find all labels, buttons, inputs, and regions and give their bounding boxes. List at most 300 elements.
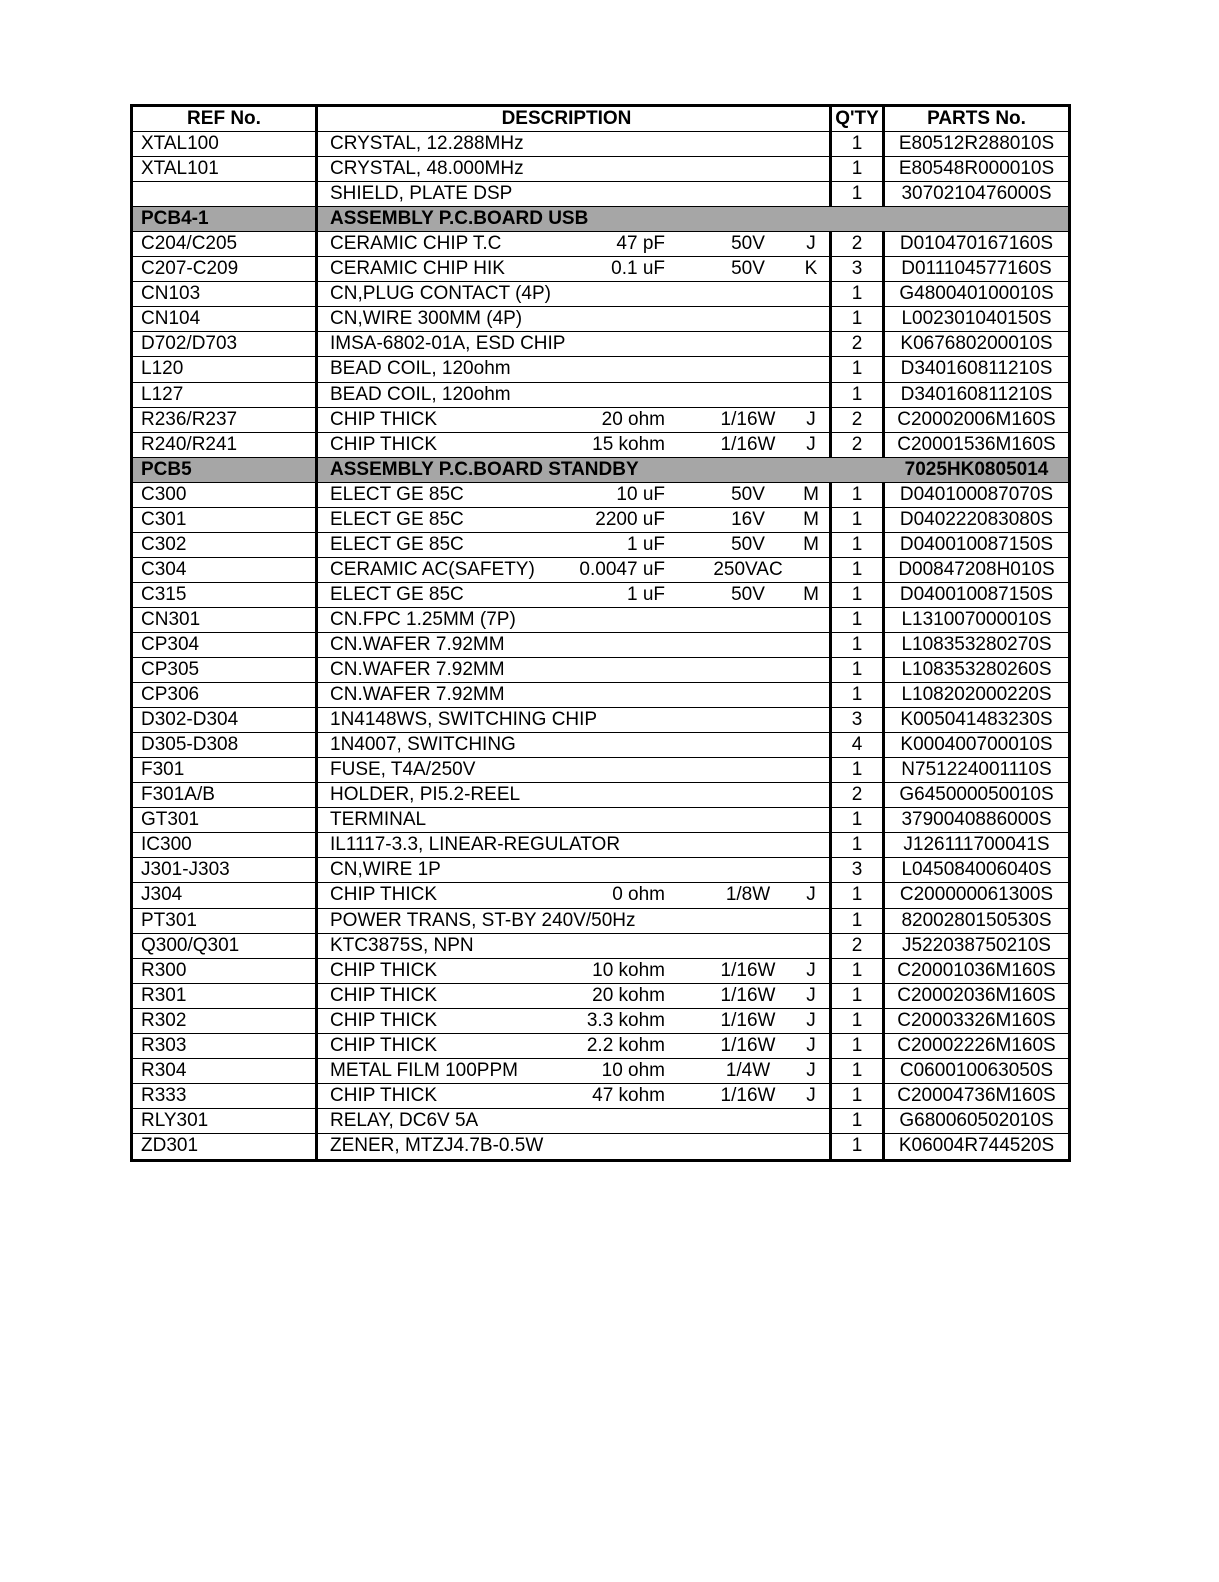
description-text: CHIP THICK — [330, 433, 437, 455]
ref-no-cell: CN103 — [133, 282, 318, 306]
tolerance-text: M — [803, 533, 819, 555]
rating-text: 1/4W — [725, 1059, 771, 1081]
ref-no-cell: ZD301 — [133, 1134, 318, 1159]
ref-no-cell: C302 — [133, 533, 318, 557]
qty-cell — [832, 458, 885, 482]
parts-no-cell: C20002226M160S — [897, 1034, 1056, 1056]
ref-no-cell: C315 — [133, 583, 318, 607]
parts-no-cell: C20001536M160S — [897, 433, 1056, 455]
ref-no-cell: C304 — [133, 558, 318, 582]
parts-no-cell: L108202000220S — [901, 684, 1052, 706]
description-text: CN.WAFER 7.92MM — [330, 633, 505, 655]
section-row — [133, 458, 1068, 483]
ref-no-cell: C207-C209 — [133, 257, 318, 281]
description-text: CHIP THICK — [330, 884, 437, 906]
parts-no-cell: C20002006M160S — [897, 408, 1056, 430]
description-cell — [318, 1109, 832, 1133]
parts-no-cell: C20003326M160S — [897, 1009, 1056, 1031]
rating-text: 16V — [731, 508, 765, 530]
qty-cell: 2 — [832, 332, 885, 356]
table-row — [133, 858, 1068, 883]
ref-no-cell: R302 — [133, 1009, 318, 1033]
ref-no-cell: R301 — [133, 984, 318, 1008]
description-cell — [318, 833, 832, 857]
description-text: KTC3875S, NPN — [330, 934, 474, 956]
header-qty: Q'TY — [832, 107, 885, 131]
ref-no-cell: CP305 — [133, 658, 318, 682]
description-cell — [318, 157, 832, 181]
description-cell — [318, 708, 832, 732]
value-text: 47 pF — [616, 233, 665, 255]
parts-no-cell: 7025HK0805014 — [904, 458, 1049, 480]
qty-cell: 1 — [832, 1059, 885, 1083]
parts-list-table — [130, 104, 1071, 1162]
value-text: 20 kohm — [592, 984, 665, 1006]
ref-no-cell: CP306 — [133, 683, 318, 707]
qty-cell: 3 — [832, 858, 885, 882]
parts-no-cell: D040222083080S — [899, 508, 1054, 530]
qty-cell: 1 — [832, 883, 885, 907]
description-cell — [318, 558, 832, 582]
table-row — [133, 307, 1068, 332]
qty-cell: 1 — [832, 1009, 885, 1033]
ref-no-cell: C301 — [133, 508, 318, 532]
table-row — [133, 408, 1068, 433]
qty-cell: 1 — [832, 357, 885, 381]
ref-no-cell: R300 — [133, 959, 318, 983]
parts-no-cell: G680060502010S — [899, 1109, 1054, 1131]
ref-no-cell: L120 — [133, 357, 318, 381]
rating-text: 50V — [731, 483, 765, 505]
qty-cell: 1 — [832, 558, 885, 582]
description-cell — [318, 934, 832, 958]
description-cell — [318, 583, 832, 607]
rating-text: 1/16W — [720, 408, 776, 430]
ref-no-cell: D305-D308 — [133, 733, 318, 757]
table-header-row — [133, 107, 1068, 132]
description-cell — [318, 182, 832, 206]
qty-cell: 1 — [832, 182, 885, 206]
parts-no-cell: L108353280270S — [901, 633, 1052, 655]
description-cell — [318, 633, 832, 657]
description-text: CERAMIC CHIP HIK — [330, 258, 505, 280]
description-cell — [318, 783, 832, 807]
table-row — [133, 533, 1068, 558]
description-text: ASSEMBLY P.C.BOARD USB — [330, 208, 589, 230]
description-cell — [318, 408, 832, 432]
description-cell — [318, 858, 832, 882]
parts-no-cell: D340160811210S — [900, 358, 1053, 380]
rating-text: 50V — [731, 583, 765, 605]
rating-text: 50V — [731, 233, 765, 255]
tolerance-text: J — [806, 1034, 816, 1056]
qty-cell: 2 — [832, 934, 885, 958]
qty-cell: 2 — [832, 408, 885, 432]
value-text: 1 uF — [626, 583, 665, 605]
table-row — [133, 157, 1068, 182]
description-text: IMSA-6802-01A, ESD CHIP — [330, 333, 566, 355]
header-description: DESCRIPTION — [318, 107, 832, 131]
parts-no-cell: D040010087150S — [899, 533, 1054, 555]
table-row — [133, 783, 1068, 808]
rating-text: 1/16W — [720, 433, 776, 455]
qty-cell: 3 — [832, 257, 885, 281]
description-cell — [318, 483, 832, 507]
tolerance-text: J — [806, 984, 816, 1006]
qty-cell: 1 — [832, 1134, 885, 1159]
parts-no-cell: C20001036M160S — [897, 959, 1056, 981]
description-cell — [318, 508, 832, 532]
description-text: CN,WIRE 300MM (4P) — [330, 308, 523, 330]
table-row — [133, 332, 1068, 357]
description-cell — [318, 533, 832, 557]
qty-cell: 1 — [832, 533, 885, 557]
qty-cell: 1 — [832, 383, 885, 407]
parts-no-cell: C200000061300S — [899, 884, 1054, 906]
tolerance-text: K — [804, 258, 818, 280]
description-text: CRYSTAL, 48.000MHz — [330, 158, 524, 180]
table-row — [133, 508, 1068, 533]
parts-no-cell: 8200280150530S — [901, 909, 1052, 931]
description-text: CHIP THICK — [330, 984, 437, 1006]
ref-no-cell: F301A/B — [133, 783, 318, 807]
description-cell — [318, 959, 832, 983]
qty-cell: 1 — [832, 959, 885, 983]
qty-cell: 1 — [832, 758, 885, 782]
qty-cell: 1 — [832, 608, 885, 632]
parts-no-cell: G645000050010S — [899, 784, 1054, 806]
ref-no-cell: D702/D703 — [133, 332, 318, 356]
description-text: BEAD COIL, 120ohm — [330, 383, 511, 405]
ref-no-cell: R303 — [133, 1034, 318, 1058]
table-row — [133, 558, 1068, 583]
header-ref-no: REF No. — [133, 107, 318, 131]
description-text: FUSE, T4A/250V — [330, 759, 476, 781]
section-row — [133, 207, 1068, 232]
parts-no-cell: E80548R000010S — [898, 158, 1055, 180]
rating-text: 1/16W — [720, 959, 776, 981]
description-cell — [318, 683, 832, 707]
qty-cell: 1 — [832, 808, 885, 832]
ref-no-cell: J304 — [133, 883, 318, 907]
ref-no-cell: R333 — [133, 1084, 318, 1108]
description-text: CERAMIC CHIP T.C — [330, 233, 502, 255]
tolerance-text: J — [806, 1009, 816, 1031]
qty-cell: 1 — [832, 508, 885, 532]
qty-cell: 1 — [832, 833, 885, 857]
ref-no-cell: L127 — [133, 383, 318, 407]
description-text: ASSEMBLY P.C.BOARD STANDBY — [330, 458, 639, 480]
value-text: 0.0047 uF — [579, 558, 665, 580]
ref-no-cell: CN301 — [133, 608, 318, 632]
description-text: IL1117-3.3, LINEAR-REGULATOR — [330, 834, 621, 856]
table-row — [133, 833, 1068, 858]
ref-no-cell: J301-J303 — [133, 858, 318, 882]
parts-no-cell — [885, 207, 1068, 231]
ref-no-cell — [133, 182, 318, 206]
description-text: ELECT GE 85C — [330, 483, 464, 505]
description-cell — [318, 984, 832, 1008]
ref-no-cell: PCB5 — [133, 458, 318, 482]
table-row — [133, 909, 1068, 934]
parts-no-cell: J126111700041S — [903, 834, 1050, 856]
description-text: POWER TRANS, ST-BY 240V/50Hz — [330, 909, 636, 931]
ref-no-cell: CN104 — [133, 307, 318, 331]
parts-no-cell: L002301040150S — [901, 308, 1052, 330]
description-cell — [318, 232, 832, 256]
description-cell — [318, 758, 832, 782]
rating-text: 1/16W — [720, 984, 776, 1006]
description-text: ELECT GE 85C — [330, 508, 464, 530]
tolerance-text: J — [806, 959, 816, 981]
description-cell — [318, 257, 832, 281]
parts-no-cell: D00847208H010S — [898, 558, 1055, 580]
tolerance-text: J — [806, 233, 816, 255]
value-text: 3.3 kohm — [586, 1009, 665, 1031]
description-cell — [318, 808, 832, 832]
table-row — [133, 633, 1068, 658]
table-row — [133, 1134, 1068, 1159]
table-row — [133, 483, 1068, 508]
table-row — [133, 984, 1068, 1009]
parts-no-cell: C20002036M160S — [897, 984, 1056, 1006]
value-text: 10 uF — [616, 483, 665, 505]
qty-cell: 1 — [832, 984, 885, 1008]
ref-no-cell: R240/R241 — [133, 433, 318, 457]
table-row — [133, 232, 1068, 257]
parts-no-cell: G480040100010S — [899, 283, 1054, 305]
parts-no-cell: 3070210476000S — [901, 183, 1052, 205]
rating-text: 1/16W — [720, 1034, 776, 1056]
ref-no-cell: Q300/Q301 — [133, 934, 318, 958]
description-cell — [318, 332, 832, 356]
qty-cell: 1 — [832, 1109, 885, 1133]
description-text: SHIELD, PLATE DSP — [330, 183, 513, 205]
value-text: 10 ohm — [601, 1059, 665, 1081]
value-text: 47 kohm — [592, 1084, 665, 1106]
description-text: CHIP THICK — [330, 408, 437, 430]
value-text: 1 uF — [626, 533, 665, 555]
value-text: 2.2 kohm — [586, 1034, 665, 1056]
qty-cell — [832, 207, 885, 231]
ref-no-cell: XTAL101 — [133, 157, 318, 181]
parts-no-cell: 3790040886000S — [901, 809, 1052, 831]
description-text: CHIP THICK — [330, 1009, 437, 1031]
description-cell — [318, 1134, 832, 1159]
ref-no-cell: F301 — [133, 758, 318, 782]
qty-cell: 1 — [832, 132, 885, 156]
value-text: 2200 uF — [595, 508, 665, 530]
table-row — [133, 583, 1068, 608]
description-cell — [318, 1084, 832, 1108]
ref-no-cell: D302-D304 — [133, 708, 318, 732]
table-row — [133, 808, 1068, 833]
table-row — [133, 1084, 1068, 1109]
description-cell — [318, 357, 832, 381]
qty-cell: 1 — [832, 583, 885, 607]
description-text: CHIP THICK — [330, 1034, 437, 1056]
rating-text: 250VAC — [713, 558, 783, 580]
table-row — [133, 433, 1068, 458]
table-row — [133, 608, 1068, 633]
parts-no-cell: L108353280260S — [901, 659, 1052, 681]
table-row — [133, 1009, 1068, 1034]
qty-cell: 1 — [832, 1034, 885, 1058]
value-text: 0.1 uF — [611, 258, 665, 280]
tolerance-text: M — [803, 583, 819, 605]
rating-text: 50V — [731, 533, 765, 555]
description-text: CERAMIC AC(SAFETY) — [330, 558, 535, 580]
table-row — [133, 1109, 1068, 1134]
value-text: 20 ohm — [601, 408, 665, 430]
description-cell — [318, 608, 832, 632]
rating-text: 50V — [731, 258, 765, 280]
ref-no-cell: R236/R237 — [133, 408, 318, 432]
table-row — [133, 683, 1068, 708]
description-text: CHIP THICK — [330, 959, 437, 981]
parts-no-cell: K067680200010S — [900, 333, 1053, 355]
rating-text: 1/16W — [720, 1009, 776, 1031]
qty-cell: 3 — [832, 708, 885, 732]
description-cell — [318, 909, 832, 933]
table-row — [133, 182, 1068, 207]
description-cell — [318, 458, 832, 482]
description-cell — [318, 282, 832, 306]
tolerance-text: J — [806, 884, 816, 906]
description-cell — [318, 207, 832, 231]
qty-cell: 1 — [832, 683, 885, 707]
ref-no-cell: PCB4-1 — [133, 207, 318, 231]
value-text: 0 ohm — [612, 884, 665, 906]
tolerance-text: M — [803, 483, 819, 505]
description-cell — [318, 132, 832, 156]
parts-no-cell: D040010087150S — [899, 583, 1054, 605]
ref-no-cell: PT301 — [133, 909, 318, 933]
qty-cell: 2 — [832, 433, 885, 457]
ref-no-cell: CP304 — [133, 633, 318, 657]
table-row — [133, 1034, 1068, 1059]
qty-cell: 1 — [832, 1084, 885, 1108]
table-row — [133, 733, 1068, 758]
description-text: METAL FILM 100PPM — [330, 1059, 518, 1081]
rating-text: 1/16W — [720, 1084, 776, 1106]
description-text: CRYSTAL, 12.288MHz — [330, 133, 524, 155]
description-text: CHIP THICK — [330, 1084, 437, 1106]
description-cell — [318, 1034, 832, 1058]
description-cell — [318, 1059, 832, 1083]
ref-no-cell: C204/C205 — [133, 232, 318, 256]
qty-cell: 1 — [832, 307, 885, 331]
table-row — [133, 357, 1068, 382]
qty-cell: 2 — [832, 232, 885, 256]
value-text: 15 kohm — [592, 433, 665, 455]
description-text: 1N4007, SWITCHING — [330, 734, 516, 756]
qty-cell: 2 — [832, 783, 885, 807]
description-text: CN,WIRE 1P — [330, 859, 441, 881]
parts-no-cell: E80512R288010S — [898, 133, 1055, 155]
parts-no-cell: N751224001110S — [901, 759, 1052, 781]
tolerance-text: J — [806, 1059, 816, 1081]
description-cell — [318, 1009, 832, 1033]
description-cell — [318, 733, 832, 757]
description-cell — [318, 883, 832, 907]
parts-no-cell: L045084006040S — [901, 859, 1052, 881]
table-row — [133, 708, 1068, 733]
description-text: CN,PLUG CONTACT (4P) — [330, 283, 551, 305]
tolerance-text: J — [806, 433, 816, 455]
description-text: CN.WAFER 7.92MM — [330, 659, 505, 681]
parts-no-cell: K000400700010S — [900, 734, 1053, 756]
qty-cell: 1 — [832, 483, 885, 507]
parts-no-cell: L131007000010S — [901, 608, 1052, 630]
parts-no-cell: K06004R744520S — [898, 1134, 1055, 1156]
parts-no-cell: D040100087070S — [899, 483, 1054, 505]
table-body — [133, 132, 1068, 1159]
description-text: ZENER, MTZJ4.7B-0.5W — [330, 1134, 544, 1156]
description-text: ELECT GE 85C — [330, 533, 464, 555]
table-row — [133, 658, 1068, 683]
rating-text: 1/8W — [725, 884, 771, 906]
header-parts-no: PARTS No. — [927, 108, 1026, 129]
description-cell — [318, 658, 832, 682]
parts-no-cell: D340160811210S — [900, 383, 1053, 405]
qty-cell: 1 — [832, 909, 885, 933]
table-row — [133, 282, 1068, 307]
description-text: CN.WAFER 7.92MM — [330, 684, 505, 706]
ref-no-cell: XTAL100 — [133, 132, 318, 156]
tolerance-text: J — [806, 1084, 816, 1106]
description-text: BEAD COIL, 120ohm — [330, 358, 511, 380]
description-text: TERMINAL — [330, 809, 427, 831]
parts-no-cell: K005041483230S — [900, 709, 1053, 731]
description-cell — [318, 383, 832, 407]
table-row — [133, 959, 1068, 984]
table-row — [133, 257, 1068, 282]
ref-no-cell: C300 — [133, 483, 318, 507]
qty-cell: 1 — [832, 157, 885, 181]
ref-no-cell: R304 — [133, 1059, 318, 1083]
description-text: HOLDER, PI5.2-REEL — [330, 784, 521, 806]
table-row — [133, 934, 1068, 959]
ref-no-cell: GT301 — [133, 808, 318, 832]
table-row — [133, 758, 1068, 783]
table-row — [133, 132, 1068, 157]
ref-no-cell: RLY301 — [133, 1109, 318, 1133]
ref-no-cell: IC300 — [133, 833, 318, 857]
parts-no-cell: D011104577160S — [901, 258, 1052, 280]
parts-no-cell: C060010063050S — [899, 1059, 1054, 1081]
description-text: ELECT GE 85C — [330, 583, 464, 605]
qty-cell: 4 — [832, 733, 885, 757]
description-cell — [318, 307, 832, 331]
description-text: RELAY, DC6V 5A — [330, 1109, 479, 1131]
table-row — [133, 1059, 1068, 1084]
description-text: CN.FPC 1.25MM (7P) — [330, 608, 516, 630]
table-row — [133, 383, 1068, 408]
qty-cell: 1 — [832, 658, 885, 682]
qty-cell: 1 — [832, 282, 885, 306]
parts-no-cell: D010470167160S — [899, 233, 1054, 255]
tolerance-text: M — [803, 508, 819, 530]
parts-no-cell: C20004736M160S — [897, 1084, 1056, 1106]
table-row — [133, 883, 1068, 908]
parts-no-cell: J522038750210S — [902, 934, 1051, 956]
qty-cell: 1 — [832, 633, 885, 657]
description-text: 1N4148WS, SWITCHING CHIP — [330, 709, 598, 731]
tolerance-text: J — [806, 408, 816, 430]
description-cell — [318, 433, 832, 457]
value-text: 10 kohm — [592, 959, 665, 981]
